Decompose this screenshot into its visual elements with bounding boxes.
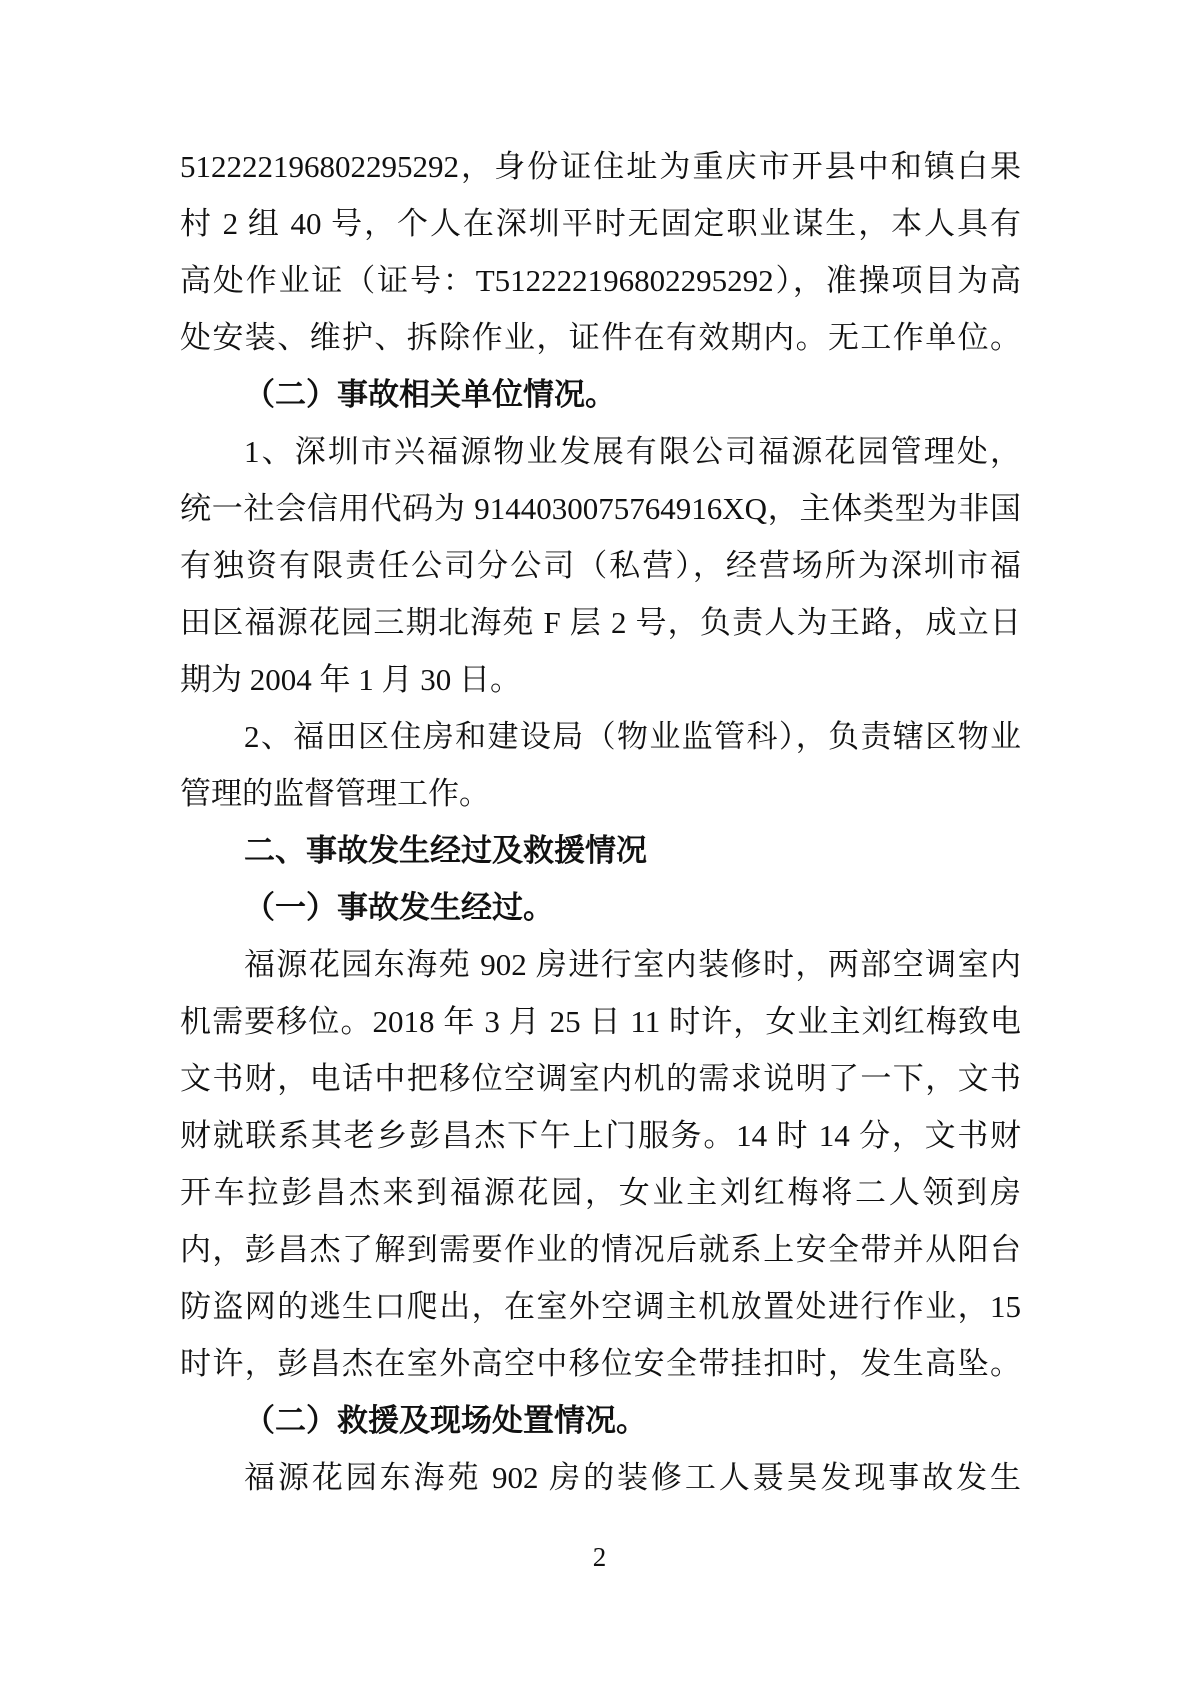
text-line: 田区福源花园三期北海苑 F 层 2 号，负责人为王路，成立日 (180, 605, 1021, 640)
text-line: 时许，彭昌杰在室外高空中移位安全带挂扣时，发生高坠。 (180, 1346, 1021, 1381)
text-line: 开车拉彭昌杰来到福源花园，女业主刘红梅将二人领到房 (180, 1175, 1021, 1210)
section-heading: （二）救援及现场处置情况。 (244, 1403, 647, 1438)
text-line: 财就联系其老乡彭昌杰下午上门服务。14 时 14 分，文书财 (180, 1118, 1021, 1153)
page-number: 2 (592, 1542, 607, 1572)
text-line: 1、深圳市兴福源物业发展有限公司福源花园管理处， (244, 434, 1021, 469)
text-line: 512222196802295292，身份证住址为重庆市开县中和镇白果 (180, 149, 1021, 184)
text-line: 内，彭昌杰了解到需要作业的情况后就系上安全带并从阳台 (180, 1232, 1021, 1267)
text-line: 机需要移位。2018 年 3 月 25 日 11 时许，女业主刘红梅致电 (180, 1004, 1021, 1039)
text-line: 高处作业证（证号：T512222196802295292），准操项目为高 (180, 263, 1021, 298)
text-line: 有独资有限责任公司分公司（私营），经营场所为深圳市福 (180, 548, 1021, 583)
section-heading: 二、事故发生经过及救援情况 (244, 833, 647, 868)
text-line: 处安装、维护、拆除作业，证件在有效期内。无工作单位。 (180, 320, 1021, 355)
section-heading: （二）事故相关单位情况。 (244, 377, 616, 412)
text-line: 村 2 组 40 号，个人在深圳平时无固定职业谋生，本人具有 (180, 206, 1021, 241)
text-line: 文书财，电话中把移位空调室内机的需求说明了一下，文书 (180, 1061, 1021, 1096)
text-line: 管理的监督管理工作。 (180, 776, 490, 811)
section-heading: （一）事故发生经过。 (244, 890, 554, 925)
text-line: 福源花园东海苑 902 房的装修工人聂昊发现事故发生 (244, 1460, 1021, 1495)
text-line: 福源花园东海苑 902 房进行室内装修时，两部空调室内 (244, 947, 1021, 982)
text-line: 防盗网的逃生口爬出，在室外空调主机放置处进行作业，15 (180, 1289, 1021, 1324)
text-line: 统一社会信用代码为 9144030075764916XQ，主体类型为非国 (180, 491, 1021, 526)
document-body (180, 138, 1021, 1506)
text-line: 2、福田区住房和建设局（物业监管科），负责辖区物业 (244, 719, 1021, 754)
text-line: 期为 2004 年 1 月 30 日。 (180, 662, 521, 697)
